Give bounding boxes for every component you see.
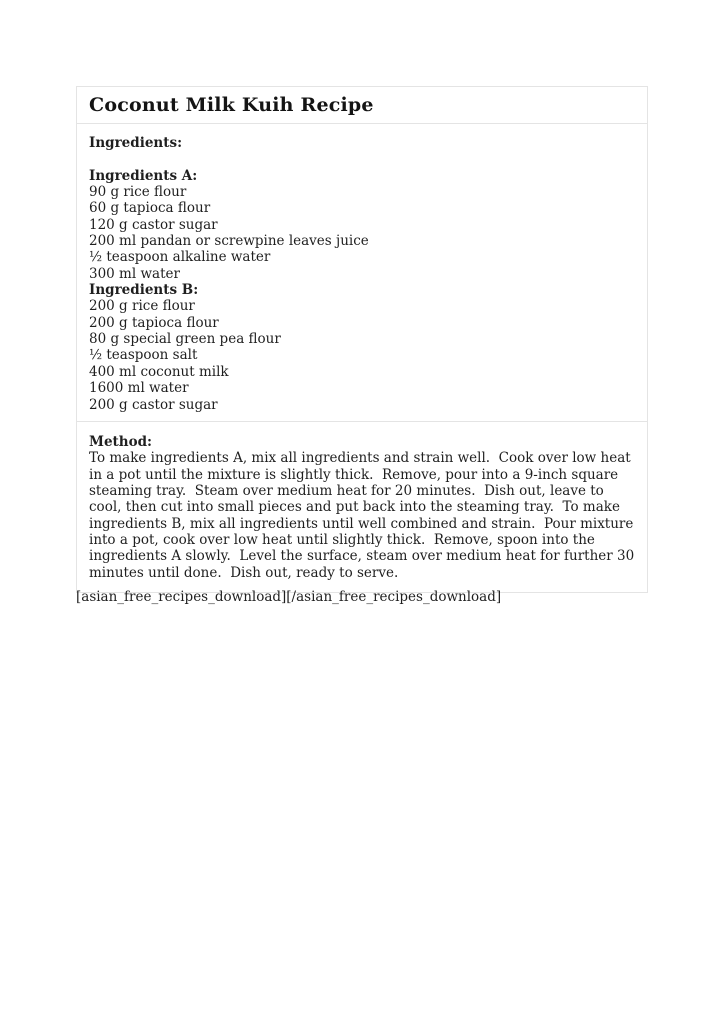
ingredients-heading: Ingredients: bbox=[89, 135, 183, 151]
ingredient-item: 300 ml water bbox=[89, 265, 180, 282]
ingredient-item: 60 g tapioca flour bbox=[89, 200, 211, 217]
ingredient-item: 80 g special green pea flour bbox=[89, 331, 281, 348]
ingredient-item: 200 g castor sugar bbox=[89, 396, 218, 413]
blank-line bbox=[89, 151, 635, 167]
method-heading: Method: bbox=[89, 433, 153, 450]
ingredient-item: 120 g castor sugar bbox=[89, 216, 218, 233]
page-title: Coconut Milk Kuih Recipe bbox=[89, 94, 374, 116]
ingredient-item: 90 g rice flour bbox=[89, 184, 187, 201]
ingredient-item: 200 g rice flour bbox=[89, 298, 195, 315]
ingredient-item: 200 ml pandan or screwpine leaves juice bbox=[89, 233, 369, 250]
method-paragraph: To make ingredients A, mix all ingredients and strain well. Cook over low heat in a pot until the mixture is slightly thick. Remove, pour into a 9-inch square steaming tray. Steam over medium heat for 20 minutes. Dish out, leave to cool, then cut into small pieces and put back into the steaming tray. To make ingredients B, mix all ingredients until well combined and strain. Pour mixture into a pot, cook over low heat until slightly thick. Remove, spoon into the ingredients A slowly. Level the surface, steam over medium heat for further 30 minutes until done. Dish out, ready to serve. bbox=[89, 450, 639, 581]
method-section bbox=[77, 421, 647, 592]
ingredient-item: ½ teaspoon alkaline water bbox=[89, 249, 271, 266]
ingredients-section bbox=[77, 124, 647, 421]
ingredients-b-heading: Ingredients B: bbox=[89, 282, 199, 299]
ingredient-item: 400 ml coconut milk bbox=[89, 363, 229, 380]
recipe-card-header bbox=[77, 87, 647, 124]
ingredient-item: ½ teaspoon salt bbox=[89, 347, 198, 364]
ingredient-item: 200 g tapioca flour bbox=[89, 314, 219, 331]
ingredients-a-heading: Ingredients A: bbox=[89, 167, 198, 184]
shortcode-text: [asian_free_recipes_download][/asian_free_recipes_download] bbox=[76, 589, 502, 605]
ingredient-item: 1600 ml water bbox=[89, 380, 189, 397]
recipe-card bbox=[76, 86, 648, 593]
